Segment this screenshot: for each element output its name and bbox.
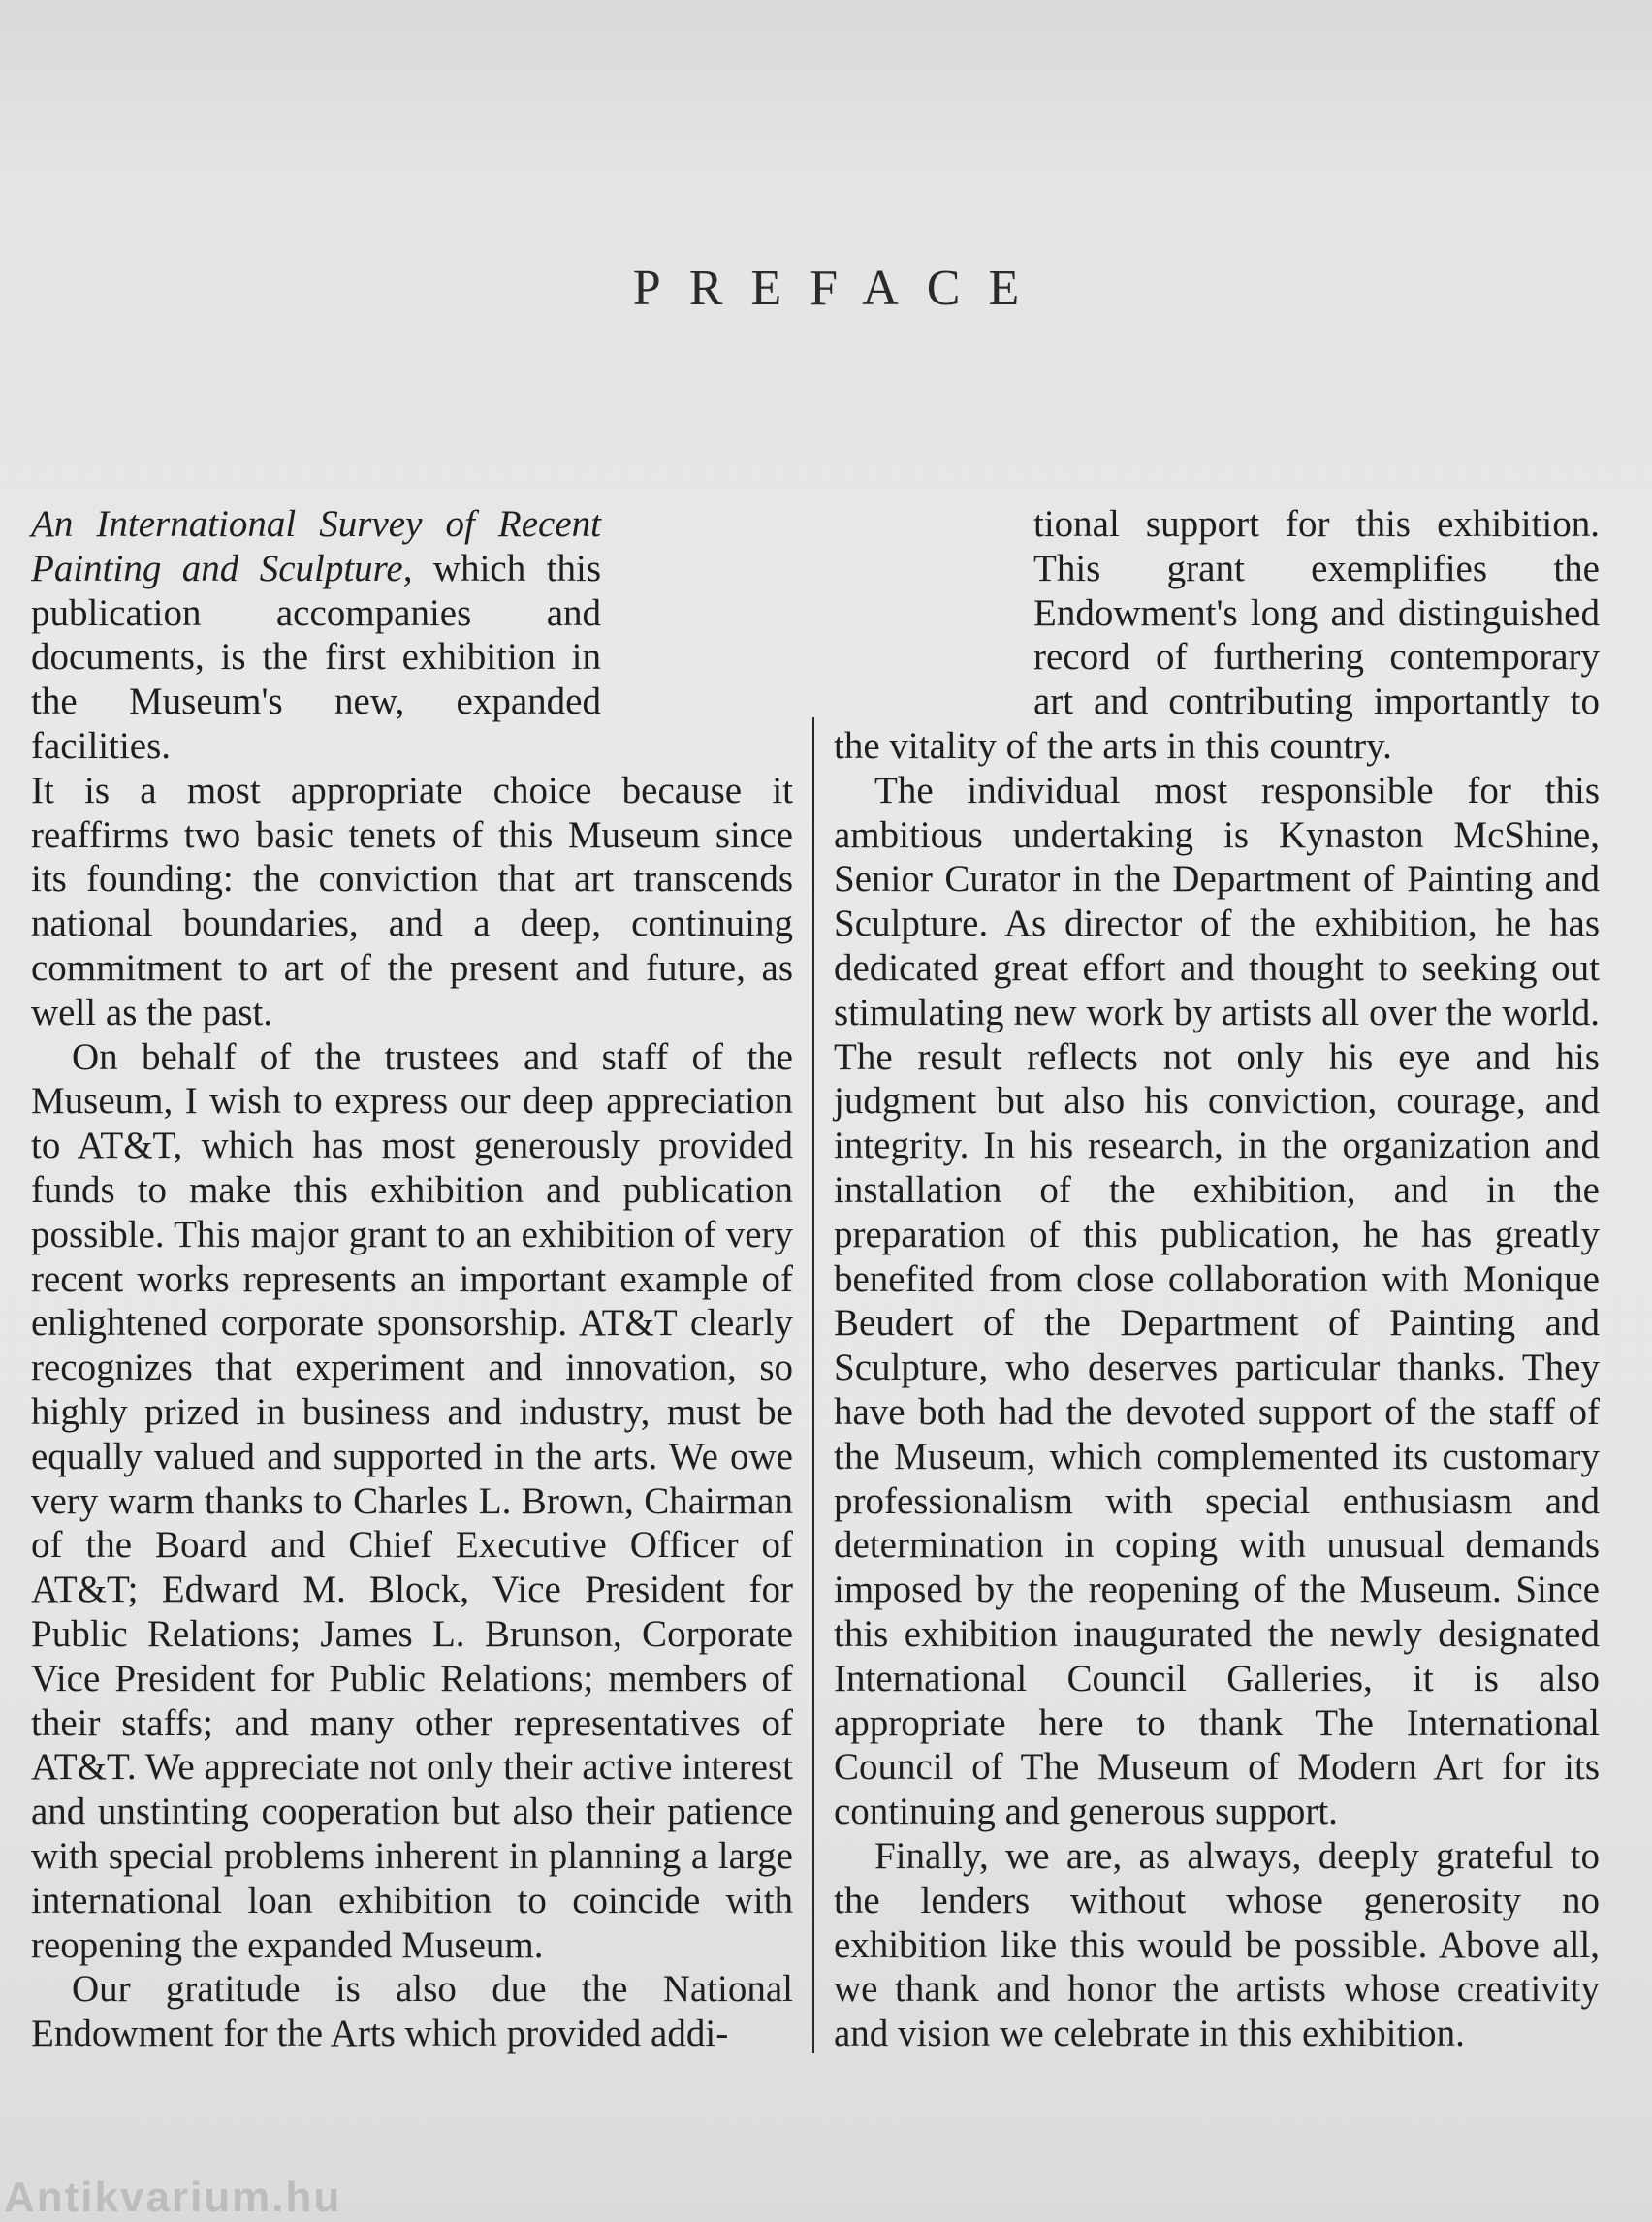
paragraph-3-continued-text: tional support for this exhibition. This grant exemplifies the Endowment's long and distinguished record of furthering contemporary art and contributing importantly to the vitality of the arts in this country. — [834, 503, 1600, 767]
paragraph-3-continued — [834, 502, 1600, 769]
paragraph-5: Finally, we are, as always, deeply grateful to the lenders without whose generosity no exhibition like this would be possible. Above all, we thank and honor the artists whose creativity and vision we celebrate in this exhibition. — [834, 1834, 1600, 2055]
paragraph-2: On behalf of the trustees and staff of the Museum, I wish to express our deep appreciation to AT&T, which has most generously provided funds to make this exhibition and publication possible. This major grant to an exhibition of very recent works represents an important example of enlightened corporate sponsorship. AT&T clearly recognizes that experiment and innovation, so highly prized in business and industry, must be equally valued and supported in the arts. We owe very warm thanks to Charles L. Brown, Chairman of the Board and Chief Executive Officer of AT&T; Edward M. Block, Vice President for Public Relations; James L. Brunson, Corporate Vice President for Public Relations; members of their staffs; and many other representatives of AT&T. We appreciate not only their active interest and unstinting cooperation but also their patience with special problems inherent in planning a large international loan exhibition to coincide with reopening the expanded Museum. — [31, 1035, 793, 1966]
paragraph-3: Our gratitude is also due the National Endowment for the Arts which provided addi- — [31, 1968, 793, 2055]
column-divider — [812, 717, 814, 2053]
intro-text: which this publication accompanies and documents, is the first exhibition in the Museum's new, expanded facilities. — [31, 547, 601, 767]
paragraph-1: It is a most appropriate choice because it reaffirms two basic tenets of this Museum since its founding: the conviction that art transcends national boundaries, and a deep, continuing commitment to art of the present and future, as well as the past. — [31, 769, 793, 1033]
page-title: PREFACE — [632, 261, 1048, 316]
right-column — [834, 502, 1600, 2056]
left-column — [31, 502, 793, 2056]
intro-paragraph — [31, 502, 793, 769]
intro-italic-title: An International Survey of Recent Painting and Sculpture, — [31, 503, 601, 589]
watermark: Antikvarium.hu — [4, 2174, 342, 2221]
paragraph-4: The individual most responsible for this ambitious undertaking is Kynaston McShine, Senior Curator in the Department of Painting and Sculpture. As director of the exhibition, he has dedicated great effort and thought to seeking out stimulating new work by artists all over the world. The result reflects not only his eye and his judgment but also his conviction, courage, and integrity. In his research, in the organization and installation of the exhibition, and in the preparation of this publication, he has greatly benefited from close collaboration with Monique Beudert of the Department of Painting and Sculpture, who deserves particular thanks. They have both had the devoted support of the staff of the Museum, which complemented its customary professionalism with special enthusiasm and determination in coping with unusual demands imposed by the reopening of the Museum. Since this exhibition inaugurated the newly designated International Council Galleries, it is also appropriate here to thank The International Council of The Museum of Modern Art for its continuing and generous support. — [834, 769, 1600, 1833]
